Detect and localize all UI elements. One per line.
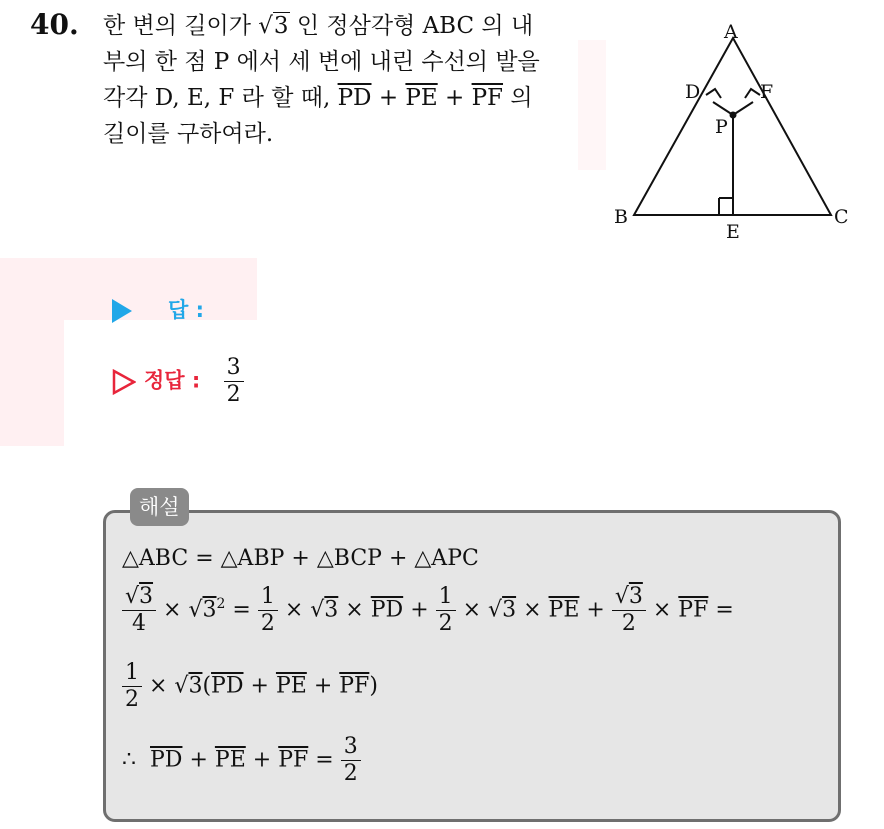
answer-blank-row (112, 294, 204, 324)
radicand: 3 (628, 584, 643, 609)
label-d: D (685, 81, 701, 103)
final-fraction (341, 734, 361, 787)
sqrt-3: √3 (258, 13, 289, 39)
numerator: √3 (612, 584, 646, 611)
segment-pf: $\overline{PF}$ (678, 597, 709, 623)
problem-line-2: 부의 한 점 P 에서 세 변에 내린 수선의 발을 (103, 49, 540, 75)
equals: = (715, 597, 734, 623)
problem-text-part: 한 변의 길이가 (103, 13, 251, 39)
segment-pd: $\overline{PD}$ (337, 85, 372, 111)
segment-pd: $\overline{PD}$ (211, 673, 244, 699)
solution-line-1: △ABC = △ABP + △BCP + △APC (122, 546, 479, 571)
play-filled-icon (112, 299, 132, 323)
segment-pd: $\overline{PD}$ (150, 747, 183, 773)
perpendicular-pd (713, 102, 733, 115)
denominator: 2 (260, 611, 275, 636)
numerator: 3 (341, 734, 361, 761)
plus: + (252, 747, 272, 773)
times: × (163, 597, 182, 623)
plus: + (313, 673, 333, 699)
times: × (149, 673, 168, 699)
solution-tag: 해설 (130, 488, 189, 526)
problem-text (103, 8, 603, 152)
problem-line-3 (103, 80, 603, 116)
plus: + (189, 747, 208, 773)
numerator: 3 (224, 355, 244, 382)
numerator: 1 (436, 584, 456, 611)
denominator: 4 (132, 611, 147, 636)
denominator: 2 (343, 761, 358, 786)
point-p (730, 112, 737, 119)
label-c: C (834, 206, 849, 228)
segment-pf: $\overline{PF}$ (339, 673, 370, 699)
fraction (122, 660, 142, 713)
segment-pe: $\overline{PE}$ (214, 747, 246, 773)
numerator: √3 (122, 584, 156, 611)
segment-pe: $\overline{PE}$ (548, 597, 580, 623)
times: × (284, 597, 304, 623)
plus: + (250, 673, 269, 699)
problem-line-4: 길이를 구하여라. (103, 121, 274, 147)
problem-line-1 (103, 8, 603, 44)
problem-text-part: 각각 D, E, F 라 할 때, (103, 85, 331, 111)
label-f: F (760, 81, 774, 103)
segment-pf: $\overline{PF}$ (471, 85, 504, 111)
radicand: 3 (324, 597, 339, 623)
denominator: 2 (438, 611, 453, 636)
radicand: 3 (188, 673, 203, 699)
problem-text-part: 의 (510, 85, 533, 111)
problem-text-part: 인 정삼각형 ABC 의 내 (296, 13, 534, 39)
plus-sign: + (378, 85, 399, 111)
radicand: 3 (502, 597, 517, 623)
radicand: 3 (202, 597, 217, 623)
segment-pe: $\overline{PE}$ (275, 673, 307, 699)
perpendicular-pf (733, 102, 753, 115)
label-e: E (726, 221, 740, 243)
plus-sign: + (444, 85, 465, 111)
play-outline-icon (112, 369, 136, 395)
solution-line-2: $\frac{√3}{4}$ × $√3^2$ = $\frac{1}{2}$ × $√3 \times \overline{PD}$ + $\frac{1}{2}$ × $√3 \times \overline{PE}$ + $\frac{√3}{2}$ × $\overline{PF}$ = (122, 584, 734, 637)
equals: = (315, 747, 334, 773)
times: × (345, 597, 364, 623)
denominator: 2 (125, 687, 139, 712)
denominator: 2 (226, 382, 241, 407)
segment-pd: $\overline{PD}$ (370, 597, 404, 623)
times: × (462, 597, 482, 623)
label-b: B (614, 206, 628, 228)
therefore-symbol: ∴ (122, 747, 136, 773)
triangle-figure (608, 18, 858, 248)
segment-pf: $\overline{PF}$ (278, 747, 309, 773)
plus: + (586, 597, 605, 623)
times: × (652, 597, 672, 623)
solution-line-4 (122, 734, 361, 787)
label-a: A (724, 21, 738, 43)
problem-number: 40. (30, 8, 79, 41)
plus: + (410, 597, 429, 623)
segment-pe: $\overline{PE}$ (405, 85, 438, 111)
correct-answer-row (112, 355, 244, 408)
correct-answer-fraction (224, 355, 244, 408)
numerator: 1 (258, 584, 278, 611)
answer-label: 답 : (168, 298, 204, 322)
radicand: 3 (273, 13, 289, 39)
radicand: 3 (139, 584, 154, 609)
solution-line-3: $\frac{1}{2}$ × $√3(\overline{PD} + \overline{PE} + \overline{PF})$ (122, 660, 378, 713)
fraction (612, 584, 646, 637)
exponent: 2 (216, 596, 226, 613)
fraction (258, 584, 278, 637)
equals: = (232, 597, 251, 623)
times: × (523, 597, 542, 623)
label-p: P (715, 116, 728, 138)
numerator: 1 (122, 660, 142, 687)
right-angle-mark-d (706, 89, 721, 98)
correct-answer-label: 정답 : (144, 368, 201, 393)
fraction (122, 584, 156, 637)
denominator: 2 (621, 611, 636, 636)
fraction (436, 584, 456, 637)
right-angle-mark-f (745, 89, 760, 98)
